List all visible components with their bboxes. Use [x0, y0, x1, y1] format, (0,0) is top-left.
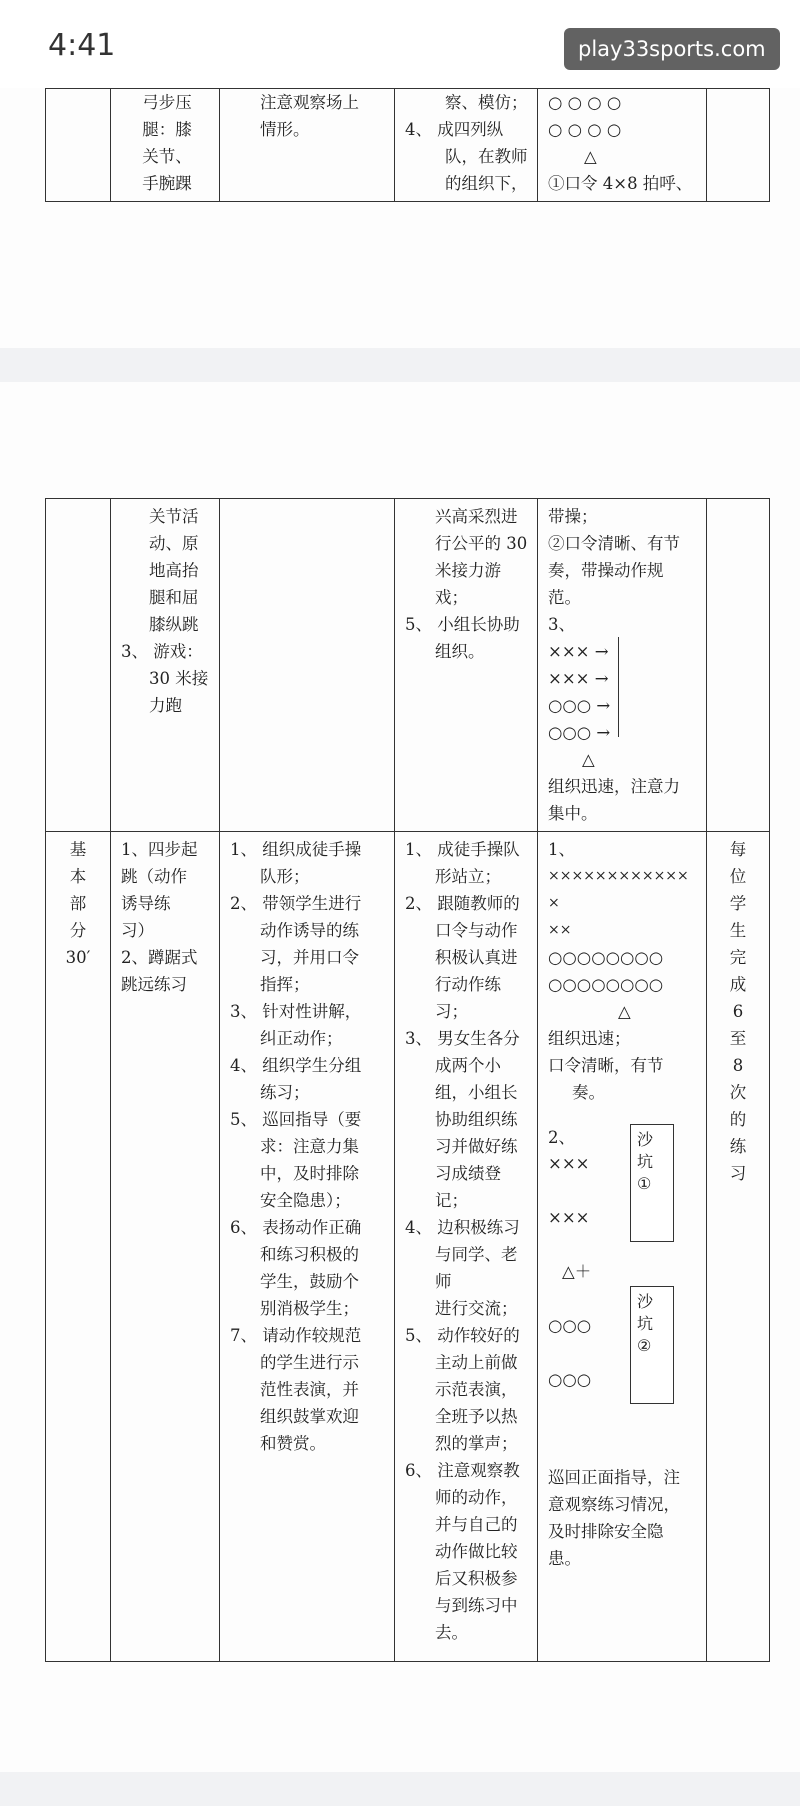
watermark: play33sports.com	[564, 28, 780, 70]
cell-content: 弓步压 腿：膝 关节、 手腕踝	[111, 89, 220, 202]
cell-load	[707, 89, 770, 202]
cell-content: 关节活 动、原 地高抬 腿和屈 膝纵跳 3、 游戏： 30 米接 力跑	[111, 499, 220, 832]
cell-student: 1、 成徒手操队 形站立； 2、 跟随教师的 口令与动作 积极认真进 行动作练 习； 3、 男女生各分 成两个小 组，小组长 协助组织练 习并做好练 习成绩登 记； 4、 边积极练习 与同学、老师 进行交流； 5、 动作较好的 主动上前做 示范表演， 全班予以热 烈的掌声； 6、 注意观察教 师的动作， 并与自己的 动作做比较 后又积极参 与到练习中 去。	[395, 832, 538, 1662]
sandpit-2: 沙 坑 ②	[630, 1286, 674, 1404]
sandpit-1: 沙 坑 ①	[630, 1124, 674, 1242]
cell-organization: ○ ○ ○ ○ ○ ○ ○ ○ △ ①口令 4×8 拍呼、	[538, 89, 707, 202]
sandpit-diagram: 2、 ××× ××× △＋ ○○○ ○○○ 沙 坑 ① 沙 坑 ②	[548, 1124, 700, 1464]
finish-line	[618, 637, 619, 737]
cell-content: 1、四步起 跳（动作 诱导练 习） 2、蹲踞式 跳远练习	[111, 832, 220, 1662]
cell-load: 每 位 学 生 完 成 6 至 8 次 的 练 习	[707, 832, 770, 1662]
relay-diagram: 带操； ②口令清晰、有节 奏，带操动作规 范。 3、 ××× → ××× → ○○○ → ○○○ → △ 组织迅速，注意力 集中。	[548, 507, 680, 823]
status-time: 4:41	[48, 28, 116, 63]
cell-teacher: 1、 组织成徒手操 队形； 2、 带领学生进行 动作诱导的练 习，并用口令 指挥； 3、 针对性讲解， 纠正动作； 4、 组织学生分组 练习； 5、 巡回指导（要 求：注意力集 中，及时排除 安全隐患）； 6、 表扬动作正确 和练习积极的 学生，鼓励个 别消极学生； 7、 请动作较规范 的学生进行示 范性表演，并 组织鼓掌欢迎 和赞赏。	[220, 832, 395, 1662]
cell-student: 兴高采烈进 行公平的 30 米接力游 戏； 5、 小组长协助 组织。	[395, 499, 538, 832]
cell-load	[707, 499, 770, 832]
cell-organization	[538, 499, 707, 832]
page-separator-bottom	[0, 1772, 800, 1806]
cell-section	[46, 89, 111, 202]
cell-student: 察、模仿； 4、 成四列纵 队，在教师 的组织下，	[395, 89, 538, 202]
cell-section	[46, 499, 111, 832]
status-bar	[0, 0, 800, 88]
cell-teacher	[220, 499, 395, 832]
cell-organization: 1、 ××××××××××××× ×× ○○○○○○○○ ○○○○○○○○ △ 组织迅速； 口令清晰，有节 奏。 2、 ××× ××× △＋ ○○○ ○○○ 沙 坑 ① 沙 坑 ② 巡回正面指导，注 意观察练习情况， 及时排除安全隐 患。	[538, 832, 707, 1662]
cell-teacher: 注意观察场上 情形。	[220, 89, 395, 202]
lesson-table-page2	[45, 498, 770, 1662]
cell-section-basic: 基 本 部 分 30′	[46, 832, 111, 1662]
page-separator	[0, 348, 800, 382]
lesson-table-page1	[45, 88, 770, 202]
